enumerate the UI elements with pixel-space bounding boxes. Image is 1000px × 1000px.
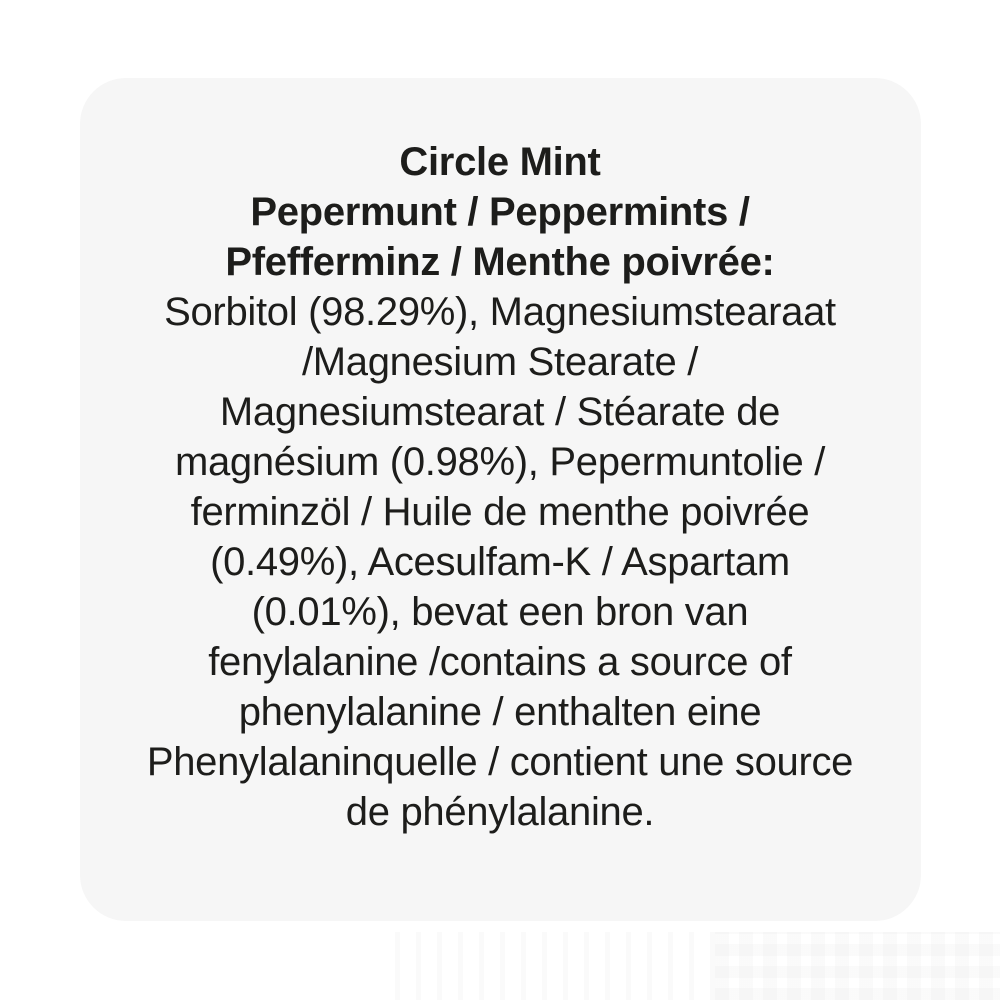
- ingredients-line: de phénylalanine.: [345, 790, 655, 834]
- product-subtitle-line: Pepermunt / Peppermints /: [250, 190, 750, 234]
- ingredients-line: (0.49%), Acesulfam-K / Aspartam: [210, 540, 790, 584]
- ingredients-line: Phenylalaninquelle / contient une source: [146, 740, 854, 784]
- ingredients-line: phenylalanine / enthalten eine: [238, 690, 762, 734]
- product-subtitle-line: Pfefferminz / Menthe poivrée:: [225, 240, 775, 284]
- ingredients-line: /Magnesium Stearate /: [301, 340, 699, 384]
- watermark-blocks: [715, 932, 1000, 1000]
- ingredients-line: magnésium (0.98%), Pepermuntolie /: [174, 440, 826, 484]
- label-text-block: [0, 137, 1000, 837]
- watermark-barcode: [395, 932, 715, 1000]
- ingredients-line: ferminzöl / Huile de menthe poivrée: [190, 490, 810, 534]
- ingredients-line: Magnesiumstearat / Stéarate de: [219, 390, 781, 434]
- ingredients-line: Sorbitol (98.29%), Magnesiumstearaat: [164, 290, 836, 334]
- product-title: Circle Mint: [399, 140, 601, 184]
- ingredients-line: (0.01%), bevat een bron van: [251, 590, 749, 634]
- ingredients-line: fenylalanine /contains a source of: [208, 640, 792, 684]
